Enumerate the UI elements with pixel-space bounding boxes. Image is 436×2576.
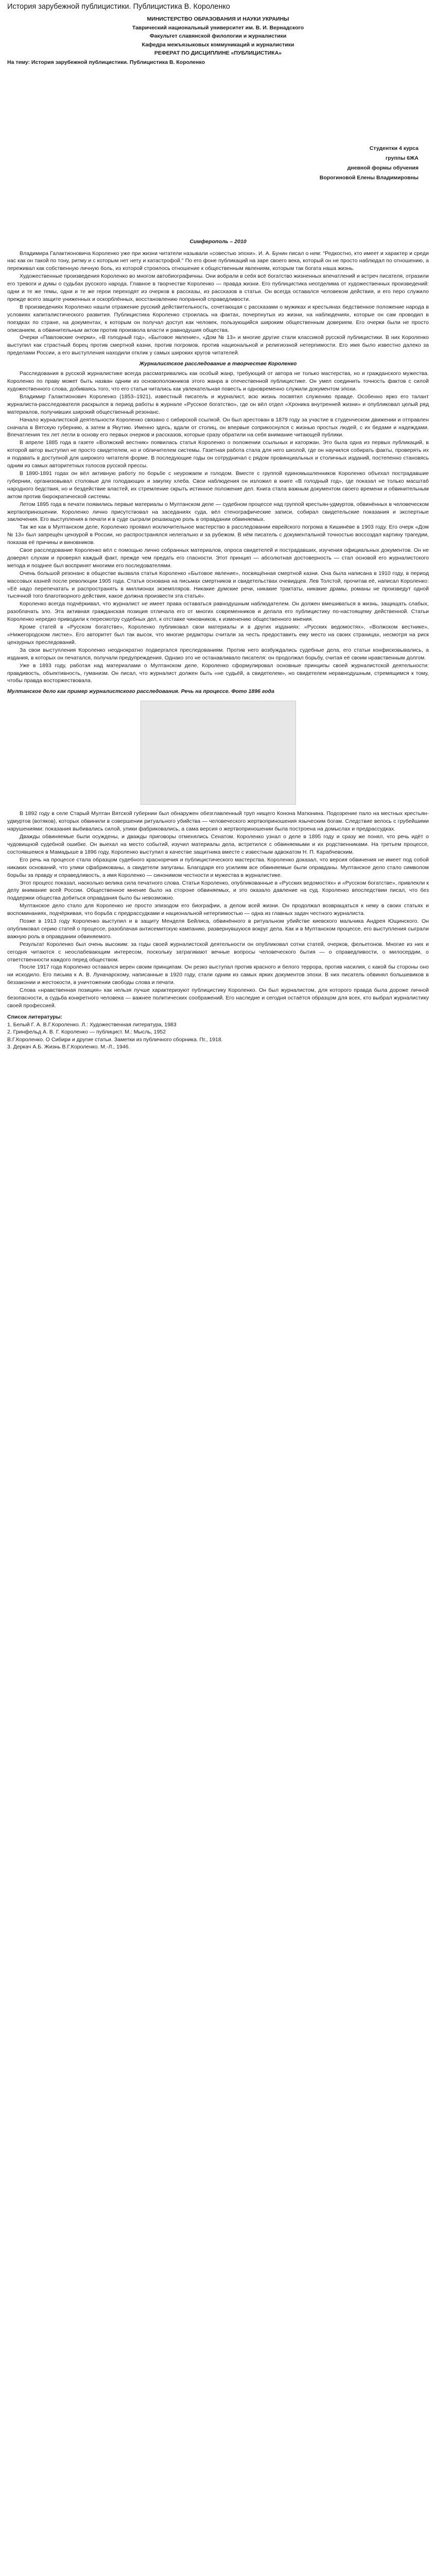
references-title: Список литературы:	[7, 1013, 63, 1020]
body-paragraph: Кроме статей в «Русском богатстве», Короленко публиковал свои материалы и в других изданиях: «Русских ведомостях», «Волжском вестнике», «Нижегородском листке». Его авторитет был так высок, что многие редакторы считали за честь предоставить ему место на своих страницах, несмотря на риск цензурных преследований.	[7, 624, 429, 646]
references-list	[7, 1021, 429, 1051]
intro-paragraph: Очерки «Павловские очерки», «В голодный год», «Бытовое явление», «Дом № 13» и многие другие стали классикой русской публицистики. В них Короленко выступил как страстный борец против смертной казни, против погромов, против национальной и религиозной нетерпимости. Его имя было известно далеко за пределами России, а его выступления находили отклик у самых широких кругов читателей.	[7, 334, 429, 357]
investigation-section	[7, 370, 429, 685]
body-paragraph: В апреле 1885 года в газете «Волжский вестник» появилась статья Короленко о положении ссыльных и каторжан. Это была одна из первых публикаций, в которой автор выступил не просто свидетелем, но и обличителем системы. Газетная работа стала для него школой, где он научился собирать факты, проверять их и подавать в доступной для широкого читателя форме. В последующие годы он сотрудничал с рядом провинциальных и столичных изданий, постепенно становясь одним из самых авторитетных голосов русской прессы.	[7, 439, 429, 469]
reference-item: 1. Белый Г. А. В.Г.Короленко. Л.: Художественная литература, 1983	[7, 1021, 177, 1028]
author-name: Ворогиновой Елены Владимировны	[319, 174, 418, 181]
author-study-form: дневной формы обучения	[347, 164, 418, 171]
body-paragraph: Владимир Галактионович Короленко (1853–1921), известный писатель и журналист, всю жизнь посвятил служению правде. Особенно ярко его талант журналиста-расследователя раскрылся в период работы в журнале «Русское богатство», где он вёл отдел «Хроника внутренней жизни» и опубликовал целый ряд материалов, получивших широкий общественный резонанс.	[7, 393, 429, 415]
university-name: Таврический национальный университет им. В. И. Вернадского	[132, 24, 304, 31]
intro-paragraph: В произведениях Короленко нашли отражение русский действительность, сочетающая с рассказами о мужиках и крестьянах бедственное положение народа в условиях капиталистического развития. Публицистика Короленко строилась на фактах, почерпнутых из жизни, на наблюдениях, которые он сам проводил в поездках по стране, на документах, к которым он получал доступ как человек, пользующийся широким общественным доверием. Его очерки были не просто описанием, а обвинительным актом против произвола власти и равнодушия общества.	[7, 303, 429, 333]
body-paragraph: Этот процесс показал, насколько велика сила печатного слова. Статьи Короленко, опубликованные в «Русских ведомостях» и «Русском богатстве», привлекли к делу внимание всей России. Общественное мнение было на стороне обвиняемых, и это оказало давление на суд. Короленко впоследствии писал, что без поддержки общества добиться оправдания было бы невозможно.	[7, 879, 429, 902]
section-heading-multan: Мултанское дело как пример журналистского расследования. Речь на процессе. Фото 1896 года	[7, 688, 274, 695]
body-paragraph: Так же как в Мултанском деле, Короленко проявил исключительное мастерство в расследовании еврейского погрома в Кишинёве в 1903 году. Его очерк «Дом № 13» был запрещён цензурой в России, но распространялся нелегально и за рубежом. В нём писатель с документальной точностью воссоздал картину трагедии, показав её причины и виновников.	[7, 524, 429, 546]
intro-section	[7, 250, 429, 358]
faculty-name: Факультет славянской филологии и журналистики	[149, 33, 287, 39]
reference-item: 3. Деркач А.Б. Жизнь В.Г.Короленко. М.-Л., 1946.	[7, 1044, 130, 1050]
body-paragraph: Начало журналистской деятельности Короленко связано с сибирской ссылкой. Он был арестован в 1879 году за участие в студенческом движении и отправлен сначала в Вятскую губернию, а затем в Якутию. Именно здесь, вдали от столиц, он впервые соприкоснулся с жизнью простых людей, с их бедами и надеждами. Впечатления тех лет легли в основу его первых очерков и рассказов, которые сразу обратили на себя внимание читающей публики.	[7, 416, 429, 438]
body-paragraph: Позже в 1913 году Короленко выступил и в защиту Менделя Бейлиса, обвинённого в ритуальном убийстве киевского мальчика Андрея Ющинского. Он опубликовал серию статей о процессе, разоблачая антисемитскую кампанию, развернувшуюся вокруг дела. Как и в Мултанском процессе, его выступления сыграли важную роль в оправдании обвиняемого.	[7, 918, 429, 940]
body-paragraph: Уже в 1893 году, работая над материалами о Мултанском деле, Короленко сформулировал основные принципы своей журналистской деятельности: правдивость, объективность, гуманизм. Он писал, что журналист должен быть «не судьёй, а свидетелем», но свидетелем неравнодушным, стремящимся к тому, чтобы правда восторжествовала.	[7, 662, 429, 684]
multan-section	[7, 810, 429, 1010]
intro-paragraph: Владимира Галактионовича Короленко уже при жизни читатели называли «совестью эпохи». И. А. Бунин писал о нем: "Редкостно, кто имеет и характер и среди нас как он такой по тону, ритму и с которым нет нету и катастрофой." По его фоне публикаций на заре своего века, который он не просто наблюдал по отношению, а переживал как собственную личную боль, из которой строилось отношение к общественным явлениям, которым так богата наша жизнь.	[7, 250, 429, 272]
body-paragraph: Мултанское дело стало для Короленко не просто эпизодом его биографии, а делом всей жизни. Он продолжал возвращаться к нему в своих статьях и воспоминаниях, подчёркивая, что борьба с предрассудками и национальной нетерпимостью — одна из главных задач честного журналиста.	[7, 903, 429, 917]
body-paragraph: В 1890-1891 годах он вёл активную работу по борьбе с неурожаем и голодом. Вместе с группой единомышленников Короленко объехал пострадавшие губернии, организовывал столовые для голодающих и закупку хлеба. Свои наблюдения он изложил в книге «В голодный год», где показал не только масштаб народного бедствия, но и бездействие властей, их стремление скрыть истинное положение дел. Книга стала важным документом своего времени и обвинительным актом против бюрократической системы.	[7, 470, 429, 500]
document-page	[0, 0, 436, 1051]
reference-item: 2. Гринфельд А. В. Г. Короленко — публицист. М.: Мысль, 1952	[7, 1029, 166, 1036]
section-heading-investigation: Журналистское расследование в творчестве Короленко	[139, 361, 297, 367]
body-paragraph: За свои выступления Короленко неоднократно подвергался преследованиям. Против него возбуждались судебные дела, его статьи конфисковывались, а издания, в которых он печатался, получали предупреждения. Однако это не останавливало писателя: он продолжал борьбу, считая её своим нравственным долгом.	[7, 647, 429, 661]
ministry-name: МИНИСТЕРСТВО ОБРАЗОВАНИЯ И НАУКИ УКРАИНЫ	[147, 16, 289, 22]
title-page-header	[7, 15, 429, 58]
body-paragraph: Дважды обвиняемые были осуждены, и дважды приговоры отменялись Сенатом. Короленко узнал о деле в 1895 году и сразу же понял, что речь идёт о чудовищной судебной ошибке. Он выехал на место событий, изучил материалы дела, встретился с обвиняемыми и их родственниками. На третьем процессе, состоявшемся в Мамадыше в 1896 году, Короленко выступил в качестве защитника вместе с известным адвокатом Н. П. Карабчевским.	[7, 834, 429, 855]
author-course: Студентки 4 курса	[369, 145, 418, 151]
author-block	[7, 144, 429, 183]
body-paragraph: Его речь на процессе стала образцом судебного красноречия и публицистического мастерства. Короленко доказал, что версия обвинения не имеет под собой никаких оснований, что улики сфабрикованы, а свидетели запуганы. Благодаря его усилиям все обвиняемые были оправданы. Мултанское дело стало символом борьбы за правду и справедливость, а имя Короленко — синонимом честности и мужества в журналистике.	[7, 856, 429, 878]
body-paragraph: Слова «нравственная позиция» как нельзя лучше характеризуют публицистику Короленко. Он был журналистом, для которого правда была дороже личной безопасности, а судьба конкретного человека — важнее политических соображений. Его наследие и сегодня остаётся образцом для всех, кто выбрал журналистику своей профессией.	[7, 987, 429, 1009]
body-paragraph: Расследования в русской журналистике всегда рассматривались как особый жанр, требующий от автора не только мастерства, но и гражданского мужества. Короленко по праву может быть назван одним из основоположников этого жанра в отечественной публицистике. Он умел соединить точность фактов с силой художественного слова, добиваясь того, что его статьи читались как увлекательная повесть и одновременно служили документом эпохи.	[7, 370, 429, 392]
body-paragraph: Летом 1895 года в печати появились первые материалы о Мултанском деле — судебном процессе над группой крестьян-удмуртов, обвинённых в человеческом жертвоприношении. Короленко лично присутствовал на заседаниях суда, вёл стенографические записи, собирал свидетельские показания и экспертные заключения. Его выступления в печати и в суде сыграли решающую роль в оправдании обвиняемых.	[7, 501, 429, 523]
body-paragraph: Очень большой резонанс в обществе вызвала статья Короленко «Бытовое явление», посвящённая смертной казни. Она была написана в 1910 году, в период массовых казней после революции 1905 года. Статья основана на письмах смертников и свидетельствах очевидцев. Лев Толстой, прочитав её, написал Короленко: «Её надо перепечатать и распространять в миллионах экземпляров. Никакие думские речи, никакие трактаты, никакие драмы, романы не произведут одной тысячной того благотворного действия, какое должна произвести эта статья».	[7, 570, 429, 600]
document-title: История зарубежной публицистики. Публицистика В. Короленко	[7, 3, 230, 11]
report-topic: На тему: История зарубежной публицистики. Публицистика В. Короленко	[7, 59, 205, 65]
photo-placeholder	[141, 701, 296, 805]
body-paragraph: Свое расследование Короленко вёл с помощью лично собранных материалов, опроса свидетелей и пострадавших, изучения официальных документов. Он не доверял слухам и проверял каждый факт, прежде чем предать его гласности. Этот принцип — абсолютная достоверность — стал основой его журналистского метода и позднее был воспринят многими его последователями.	[7, 547, 429, 569]
body-paragraph: Короленко всегда подчёркивал, что журналист не имеет права оставаться равнодушным наблюдателем. Он должен вмешиваться в жизнь, защищать слабых, разоблачать зло. Эта активная гражданская позиция отличала его от многих современников и делала его публицистику по-настоящему действенной. Статьи Короленко нередко приводили к пересмотру судебных дел, к отставке чиновников, к изменению общественного мнения.	[7, 601, 429, 623]
report-title: РЕФЕРАТ ПО ДИСЦИПЛИНЕ «ПУБЛИЦИСТИКА»	[154, 50, 282, 56]
author-group: группы 6ЖА	[386, 155, 418, 161]
department-name: Кафедра межъязыковых коммуникаций и журналистики	[142, 41, 294, 48]
reference-item: В.Г.Короленко. О Сибири и другие статьи. Заметки из публичного сборника. Пг., 1918.	[7, 1036, 223, 1043]
body-paragraph: После 1917 года Короленко оставался верен своим принципам. Он резко выступал против красного и белого террора, против насилия, с какой бы стороны оно ни исходило. Его письма к А. В. Луначарскому, написанные в 1920 году, стали одним из самых ярких документов эпохи. В них писатель обвинял большевиков в беззаконии и жестокости, в уничтожении свободы слова и печати.	[7, 964, 429, 986]
body-paragraph: В 1892 году в селе Старый Мултан Вятской губернии был обнаружен обезглавленный труп нищего Конона Матюнина. Подозрение пало на местных крестьян-удмуртов (вотяков), которых обвинили в совершении ритуального убийства — человеческого жертвоприношения языческим богам. Следствие велось с грубейшими нарушениями: показания выбивались силой, улики фабриковались, а сама версия о жертвоприношении была построена на домыслах и предрассудках.	[7, 810, 429, 833]
intro-paragraph: Художественные произведения Короленко во многом автобиографичны. Они вобрали в себя всё богатство жизненных впечатлений и встреч писателя, отразили его тревоги и думы о судьбах русского народа. Главное в творчестве Короленко — правда жизни. Его публицистика неотделима от художественных произведений: одни и те же темы, одни и те же герои переходят из очерков в рассказы, из рассказов в статьи. Он всегда оставался человеком действия, и его перо служило прежде всего защите униженных и оскорблённых, восстановлению попранной справедливости.	[7, 273, 429, 302]
body-paragraph: Результат Короленко был очень высоким: за годы своей журналистской деятельности он опубликовал сотни статей, очерков, фельетонов. Многие из них и сегодня читаются с неослабевающим интересом, поскольку затрагивают вечные вопросы человеческого бытия — о справедливости, о милосердии, о ответственности каждого перед обществом.	[7, 941, 429, 963]
city-year: Симферополь – 2010	[189, 238, 247, 245]
